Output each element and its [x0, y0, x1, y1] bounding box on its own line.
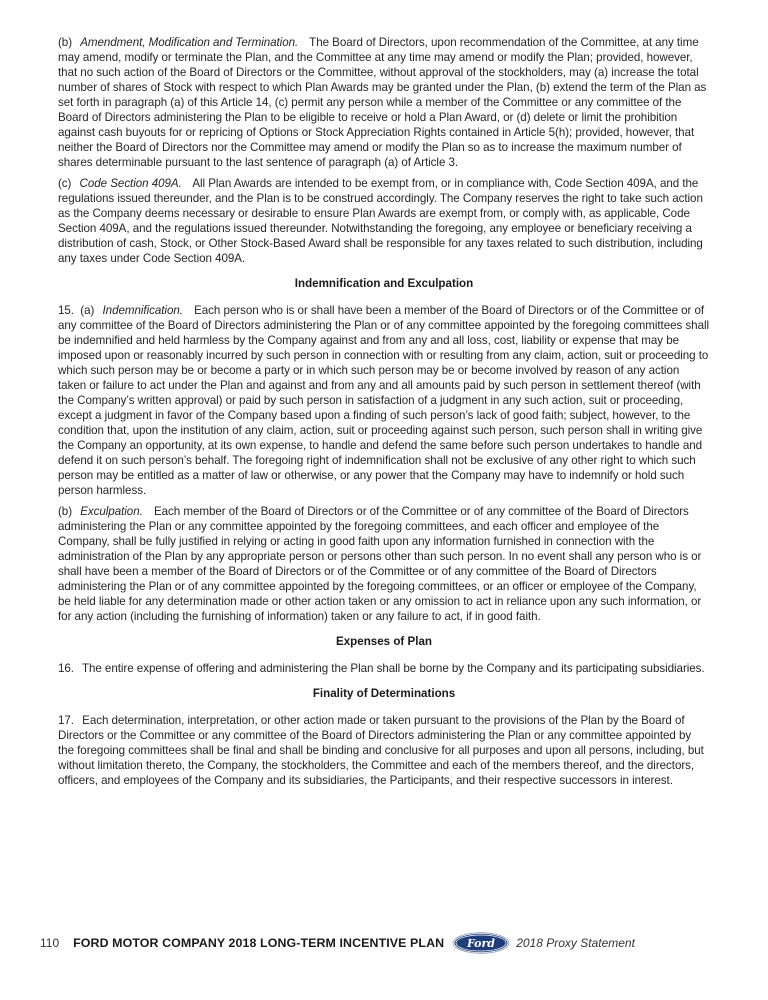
section-heading-indemnification: Indemnification and Exculpation: [294, 277, 474, 290]
paragraph-17-finality: [58, 713, 710, 788]
paragraph-title: Code Section 409A.: [79, 177, 182, 190]
page-footer: [40, 934, 635, 952]
section-heading-expenses: Expenses of Plan: [335, 635, 432, 648]
ford-oval-logo-icon: [452, 932, 510, 954]
paragraph-label: 16.: [58, 662, 74, 675]
paragraph-body: Each determination, interpretation, or other action made or taken pursuant to the provisions of the Plan by the Board of Directors or the Committee or any committee of the Board of Directors administering the Plan or any committee appointed by the foregoing committees shall be final and shall be binding and conclusive for all purposes and upon all persons, including, but without limitation thereto, the Company, the stockholders, the Committee and each of the members thereof, and the directors, officers, and employees of the Company and its subsidiaries, the Participants, and their respective successors in interest.: [58, 714, 704, 787]
paragraph-label: (b): [58, 505, 73, 518]
paragraph-16-expenses: [58, 661, 710, 676]
paragraph-body: Each member of the Board of Directors or of the Committee or of any committee of the Board of Directors administering the Plan or any committee appointed by the foregoing committees, and each officer and employee of the Company, shall be fully justified in relying or acting in good faith upon any information furnished in connection with the administration of the Plan by any appropriate person or persons other than such person. In no event shall any person who is or shall have been a member of the Board of Directors or of the Committee or of any committee of the Board of Directors administering the Plan or of any committee appointed by the foregoing committees, or an officer or employee of the Company, be held liable for any determination made or other action taken or any omission to act in reliance upon any such information, or for any action (including the furnishing of information) taken or any failure to act, if in good faith.: [58, 505, 702, 623]
proxy-statement-label: 2018 Proxy Statement: [516, 936, 635, 950]
paragraph-body: Each person who is or shall have been a member of the Board of Directors or of the Committee or of any committee of the Board of Directors administering the Plan or of any committee appointed by the foregoing committees shall be indemnified and held harmless by the Company against and from any and all loss, cost, liability or expense that may be imposed upon or reasonably incurred by such person in connection with or resulting from any claim, action, suit or proceeding to which such person may be or become a party or in which such person may be or become involved by reason of any action taken or failure to act under the Plan and against and from any and all amounts paid by such person in settlement thereof (with the Company’s written approval) or paid by such person in satisfaction of a judgment in any such action, suit or proceeding, except a judgment in favor of the Company based upon a finding of such person’s lack of good faith; subject, however, to the condition that, upon the institution of any claim, action, suit or proceeding against such person, such person shall in writing give the Company an opportunity, at its own expense, to handle and defend the same before such person undertakes to handle and defend it on such person’s behalf. The foregoing right of indemnification shall not be exclusive of any other right to which such person may be entitled as a matter of law or otherwise, or any power that the Company may have to indemnify or hold such person harmless.: [58, 304, 710, 497]
paragraph-14b-amendment: [58, 35, 710, 170]
paragraph-title: Amendment, Modification and Termination.: [80, 36, 299, 49]
paragraph-15b-exculpation: [58, 504, 710, 624]
paragraph-title: Exculpation.: [80, 505, 143, 518]
paragraph-label: (b): [58, 36, 73, 49]
paragraph-body: The Board of Directors, upon recommendation of the Committee, at any time may amend, modify or terminate the Plan, and the Committee at any time may amend or modify the Plan; provided, however, that no such action of the Board of Directors or the Committee, without approval of the stockholders, may (a) increase the total number of shares of Stock with respect to which Plan Awards may be granted under the Plan, (b) extend the term of the Plan as set forth in paragraph (a) of this Article 14, (c) permit any person while a member of the Committee or any committee of the Board of Directors administering the Plan to be eligible to receive or hold a Plan Award, or (d) delete or limit the prohibition against cash buyouts for or repricing of Options or Stock Appreciation Rights contained in Article 5(h); provided, however, that neither the Board of Directors nor the Committee may amend or modify the Plan so as to increase the maximum number of shares determinable pursuant to the last sentence of paragraph (a) of Article 3.: [58, 36, 707, 169]
document-title: FORD MOTOR COMPANY 2018 LONG-TERM INCENTIVE PLAN: [73, 936, 445, 950]
paragraph-label: 15. (a): [58, 304, 95, 317]
paragraph-body: The entire expense of offering and administering the Plan shall be borne by the Company and its participating subsidiaries.: [81, 662, 705, 675]
document-page: [58, 35, 710, 794]
paragraph-label: 17.: [58, 714, 74, 727]
paragraph-label: (c): [58, 177, 72, 190]
paragraph-14c-code-section: [58, 176, 710, 266]
paragraph-body: All Plan Awards are intended to be exempt from, or in compliance with, Code Section 409A, and the regulations issued thereunder, and the Plan is to be construed accordingly. The Company reserves the right to take such action as the Company deems necessary or desirable to ensure Plan Awards are exempt from, or comply with, as applicable, Code Section 409A, and the regulations issued thereunder. Notwithstanding the foregoing, any employee or beneficiary receiving a distribution of cash, Stock, or Other Stock-Based Award shall be responsible for any taxes related to such distribution, including any taxes under Code Section 409A.: [58, 177, 703, 265]
paragraph-15a-indemnification: [58, 303, 710, 498]
page-number: 110: [40, 936, 60, 950]
svg-text:Ford: Ford: [467, 937, 496, 950]
paragraph-title: Indemnification.: [102, 304, 183, 317]
section-heading-finality: Finality of Determinations: [312, 687, 456, 700]
